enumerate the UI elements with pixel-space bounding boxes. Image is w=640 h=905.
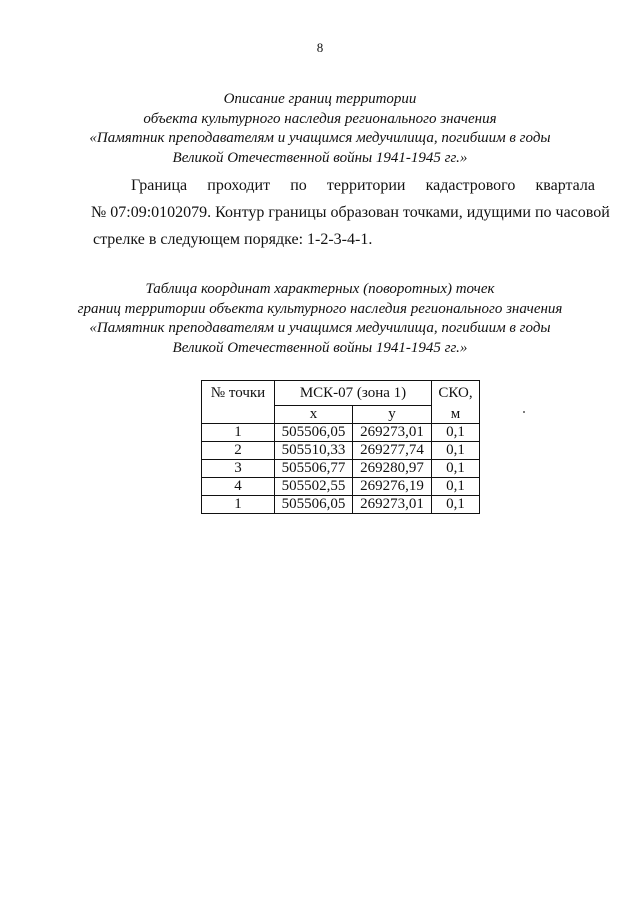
x-cell: 505502,55 — [275, 478, 353, 496]
paragraph-line-2: № 07:09:0102079. Контур границы образован точками, идущими по часовой — [91, 204, 610, 221]
table-heading-line: «Памятник преподавателям и учащимся медучилища, погибшим в годы — [89, 320, 551, 336]
point-cell: 1 — [202, 496, 275, 514]
paragraph-line-3: стрелке в следующем порядке: 1-2-3-4-1. — [93, 231, 373, 248]
table-heading-line: границ территории объекта культурного наследия регионального значения — [77, 300, 563, 317]
x-cell: 505506,77 — [275, 460, 353, 478]
paragraph-word: территории — [326, 177, 406, 194]
header-point-number: № точки — [202, 381, 275, 424]
table-row — [202, 442, 480, 460]
header-sko: СКО, — [432, 381, 480, 406]
point-cell: 3 — [202, 460, 275, 478]
point-cell: 1 — [202, 424, 275, 442]
description-heading-line: «Памятник преподавателям и учащимся медучилища, погибшим в годы — [89, 130, 551, 146]
table-header-row — [202, 381, 480, 406]
sko-cell: 0,1 — [432, 478, 480, 496]
table-heading-line: Великой Отечественной войны 1941-1945 гг.» — [172, 339, 468, 356]
paragraph-word: квартала — [535, 177, 595, 194]
y-cell: 269273,01 — [353, 496, 432, 514]
sko-cell: 0,1 — [432, 460, 480, 478]
y-cell: 269277,74 — [353, 442, 432, 460]
table-heading — [60, 280, 580, 358]
paragraph-word: проходит — [207, 177, 271, 194]
header-sko-unit: м — [432, 406, 480, 424]
paragraph-word: Граница — [131, 177, 188, 194]
sko-cell: 0,1 — [432, 496, 480, 514]
y-cell: 269276,19 — [353, 478, 432, 496]
coordinates-table — [201, 380, 480, 514]
table-row — [202, 496, 480, 514]
description-heading-line: объекта культурного наследия регионального значения — [143, 110, 497, 127]
scan-speck — [523, 411, 525, 413]
table-heading-line: Таблица координат характерных (поворотных) точек — [145, 281, 495, 297]
x-cell: 505510,33 — [275, 442, 353, 460]
point-cell: 4 — [202, 478, 275, 496]
page-number: 8 — [316, 40, 324, 55]
header-x: x — [275, 406, 353, 424]
x-cell: 505506,05 — [275, 496, 353, 514]
paragraph-line-1 — [93, 172, 595, 199]
header-coordinate-system: МСК-07 (зона 1) — [275, 381, 432, 406]
y-cell: 269273,01 — [353, 424, 432, 442]
x-cell: 505506,05 — [275, 424, 353, 442]
description-heading — [60, 90, 580, 168]
description-heading-line: Великой Отечественной войны 1941-1945 гг.» — [172, 149, 468, 166]
sko-cell: 0,1 — [432, 424, 480, 442]
point-cell: 2 — [202, 442, 275, 460]
paragraph-word: по — [290, 177, 307, 194]
boundary-description-paragraph — [91, 172, 610, 253]
sko-cell: 0,1 — [432, 442, 480, 460]
paragraph-word: кадастрового — [425, 177, 516, 194]
description-heading-line: Описание границ территории — [223, 91, 417, 107]
table-row — [202, 478, 480, 496]
y-cell: 269280,97 — [353, 460, 432, 478]
header-y: y — [353, 406, 432, 424]
table-row — [202, 460, 480, 478]
table-row — [202, 424, 480, 442]
